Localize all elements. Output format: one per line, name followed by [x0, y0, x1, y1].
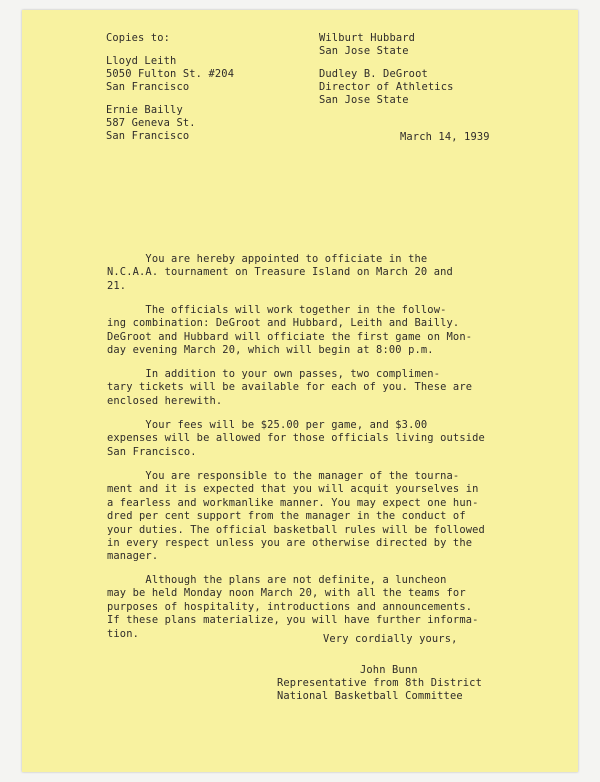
paragraph-line: ment and it is expected that you will acquit yourselves in [107, 483, 479, 496]
signature-name: John Bunn [360, 664, 418, 676]
paragraph-line: DeGroot and Hubbard will officiate the first game on Mon- [107, 330, 473, 343]
paragraph-line: day evening March 20, which will begin at 8:00 p.m. [107, 344, 434, 357]
paragraph-line: may be held Monday noon March 20, with all the teams for [107, 587, 466, 600]
recipient-line: Ernie Bailly [106, 104, 183, 116]
addressee-line: San Jose State [319, 94, 409, 106]
paragraph-line: You are responsible to the manager of the tourna- [107, 470, 460, 482]
body-paragraph-2 [107, 304, 507, 358]
paragraph-line: You are hereby appointed to officiate in the [107, 253, 428, 265]
body-paragraph-1 [107, 253, 507, 293]
paragraph-line: expenses will be allowed for those officials living outside [107, 432, 485, 445]
paragraph-line: enclosed herewith. [107, 394, 223, 407]
paragraph-line: purposes of hospitality, introductions and announcements. [107, 600, 473, 613]
closing: Very cordially yours, [323, 633, 458, 645]
paragraph-line: your duties. The official basketball rules will be followed [107, 523, 485, 536]
body-paragraph-5 [107, 470, 507, 564]
paragraph-line: ing combination: DeGroot and Hubbard, Leith and Bailly. [107, 317, 460, 330]
recipient-line: 5050 Fulton St. #204 [106, 68, 235, 80]
paragraph-line: a fearless and workmanlike manner. You may expect one hun- [107, 496, 479, 509]
paragraph-line: The officials will work together in the follow- [107, 304, 447, 316]
body-paragraph-3 [107, 368, 507, 408]
paragraph-line: In addition to your own passes, two complimen- [107, 368, 441, 380]
paragraph-line: Although the plans are not definite, a luncheon [107, 574, 447, 586]
paragraph-line: in every respect unless you are otherwise directed by the [107, 537, 473, 550]
recipient-line: 587 Geneva St. [106, 117, 196, 129]
addressee-line: Director of Athletics [319, 81, 454, 93]
letter-page [22, 10, 578, 772]
paragraph-line: dred per cent support from the manager in the conduct of [107, 510, 466, 523]
recipient-line: Lloyd Leith [106, 55, 177, 67]
addressee-line: San Jose State [319, 45, 409, 57]
paragraph-line: manager. [107, 550, 159, 563]
signature-title-1: Representative from 8th District [277, 677, 482, 689]
body-paragraph-6 [107, 574, 507, 641]
paragraph-line: Your fees will be $25.00 per game, and $3.00 [107, 419, 428, 431]
body-paragraph-4 [107, 419, 507, 459]
paragraph-line: tary tickets will be available for each of you. These are [107, 381, 473, 394]
recipient-line: San Francisco [106, 81, 190, 93]
paragraph-line: N.C.A.A. tournament on Treasure Island on March 20 and [107, 266, 453, 279]
addressee-line: Dudley B. DeGroot [319, 68, 428, 80]
signature-title-2: National Basketball Committee [277, 690, 463, 702]
recipient-line: San Francisco [106, 130, 190, 142]
letter-date: March 14, 1939 [400, 131, 490, 143]
copies-heading: Copies to: [106, 32, 171, 44]
paragraph-line: If these plans materialize, you will have further informa- [107, 614, 479, 627]
paragraph-line: 21. [107, 279, 127, 292]
addressee-line: Wilburt Hubbard [319, 32, 416, 44]
paragraph-line: San Francisco. [107, 445, 197, 458]
paragraph-line: tion. [107, 627, 140, 640]
